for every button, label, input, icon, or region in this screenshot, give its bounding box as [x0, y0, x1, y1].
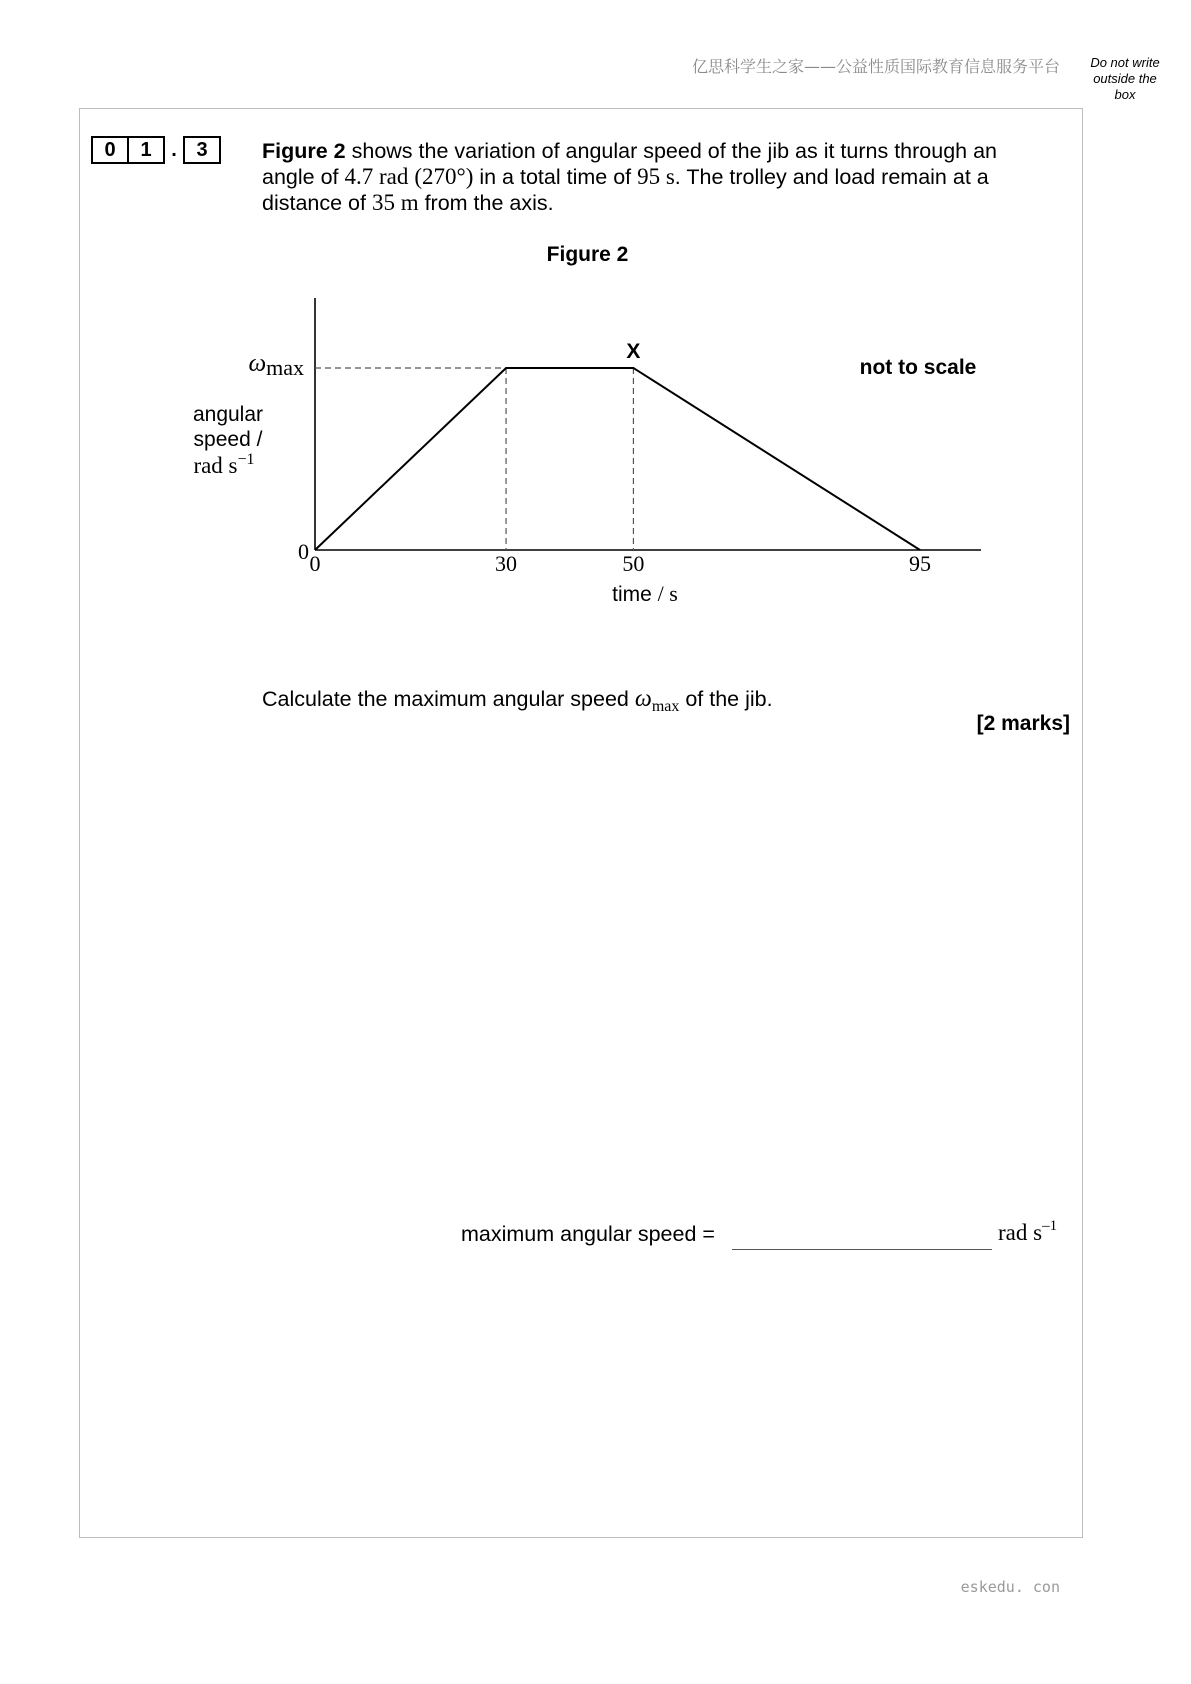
x-tick-label: 95 — [909, 551, 931, 576]
margin-note-line-3: box — [1114, 87, 1136, 102]
y-origin-label: 0 — [298, 539, 309, 564]
x-tick-label: 50 — [622, 551, 645, 576]
marks-label: [2 marks] — [976, 712, 1070, 735]
y-axis-unit-sup: −1 — [237, 451, 255, 468]
figure-caption: Figure 2 — [546, 243, 629, 266]
x-tick-label: 0 — [309, 551, 321, 576]
margin-note-line-1: Do not write — [1090, 55, 1160, 70]
distance-value: 35 m — [371, 190, 419, 215]
y-axis-label-line-1: angular — [192, 403, 264, 426]
task-text: Calculate the maximum angular speed — [262, 687, 635, 711]
y-max-label — [248, 350, 304, 380]
question-text-part: from the axis. — [418, 191, 554, 215]
x-axis-label-word: time — [612, 583, 658, 606]
angle-deg-value: (270°) — [414, 164, 474, 189]
x-axis-label-unit: / s — [657, 581, 678, 606]
angular-speed-series-line — [315, 368, 920, 550]
y-axis-label-line-2: speed / — [193, 428, 263, 451]
answer-unit-sup: –1 — [1042, 1218, 1058, 1234]
figure-reference: Figure 2 — [262, 139, 346, 163]
angular-speed-chart — [0, 0, 1191, 640]
omega-symbol: ω — [634, 686, 652, 712]
x-axis-label — [612, 581, 678, 606]
y-max-subscript: max — [266, 355, 304, 380]
task-text: of the jib. — [679, 687, 773, 711]
question-number-dot: . — [171, 138, 177, 161]
question-text-part: . The trolley and load remain at a distance of — [262, 165, 989, 215]
task-instruction — [262, 686, 773, 716]
x-tick-label: 30 — [495, 551, 518, 576]
header-site-name: 亿思科学生之家——公益性质国际教育信息服务平台 — [691, 57, 1060, 76]
point-label-x: X — [626, 340, 641, 363]
total-time-value: 95 s — [637, 164, 675, 189]
answer-label: maximum angular speed = — [461, 1222, 715, 1246]
y-axis-unit-text: rad s — [193, 453, 238, 478]
y-max-symbol: ω — [248, 350, 267, 377]
y-axis-label-unit — [193, 451, 254, 478]
question-digit-box: 0 — [91, 136, 129, 164]
not-to-scale-annotation: not to scale — [859, 356, 977, 379]
answer-unit-text: rad s — [998, 1220, 1043, 1245]
question-text-part: in a total time of — [473, 165, 638, 189]
question-text-part: shows the variation of angular speed of the jib as it turns through an angle of — [262, 139, 998, 189]
footer-site: eskedu. con — [960, 1578, 1060, 1596]
answer-input-line[interactable] — [732, 1249, 992, 1250]
question-digit-box: 3 — [183, 136, 221, 164]
angle-rad-value: 4.7 rad — [344, 164, 409, 189]
question-digit-box: 1 — [127, 136, 165, 164]
answer-unit — [998, 1218, 1057, 1246]
margin-note-line-2: outside the — [1093, 71, 1157, 86]
omega-subscript: max — [651, 698, 680, 715]
